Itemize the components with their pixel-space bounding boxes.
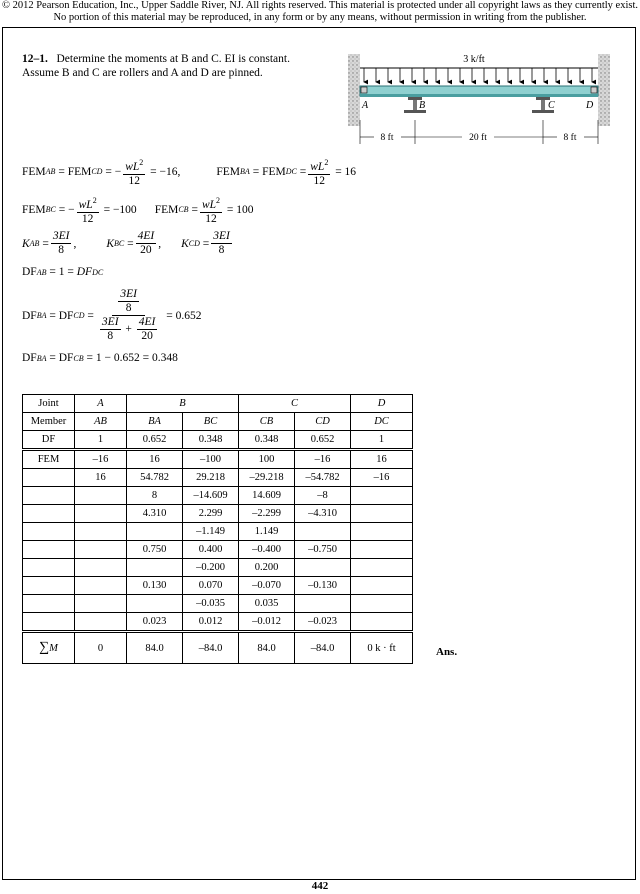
eq-stiffness: K AB = $\frac{3EI}{8}$ , K BC = $\frac{4EI}{20}$ , K CD = $\frac{3EI}{8}$ <box>22 230 230 256</box>
distributed-load-arrows <box>364 68 592 82</box>
eq-df-bc: DF BA = DF CB = 1 − 0.652 = 0.348 <box>22 352 178 364</box>
frac-wl2-12: $\frac{wL^2}{12}$ <box>125 158 144 187</box>
problem-text-1: Determine the moments at B and C. EI is constant. <box>56 53 290 65</box>
node-b-label: B <box>419 100 426 111</box>
dim-mid: 20 ft <box>469 133 487 143</box>
moment-distribution-table <box>22 394 413 664</box>
copyright-line-2: No portion of this material may be reproduced, in any form or by any means, without permission in writing from the publisher. <box>53 12 587 23</box>
pin-d <box>591 87 597 93</box>
table-row: FEM –16 16 –100 100 –16 16 <box>23 450 413 469</box>
copyright-notice <box>0 0 640 24</box>
problem-number: 12–1. <box>22 53 48 65</box>
sum-label: ∑M <box>23 632 75 664</box>
node-d-label: D <box>586 100 594 111</box>
left-wall <box>348 54 360 126</box>
table-row: –1.149 1.149 <box>23 523 413 541</box>
joint-row: Joint A B C D <box>23 395 413 413</box>
table-row: –0.200 0.200 <box>23 559 413 577</box>
answer-label: Ans. <box>436 646 458 658</box>
problem-text-2: Assume B and C are rollers and A and D are pinned. <box>22 67 263 79</box>
eq-df-ab: DF AB = 1 = DF DC <box>22 266 104 278</box>
load-label: 3 k/ft <box>463 54 485 65</box>
right-wall <box>598 54 610 126</box>
eq-fem-bc-cb: FEM BC = − $\frac{wL^2}{12}$ = −100 FEM CB = $\frac{wL^2}{12}$ = 100 <box>22 196 254 225</box>
copyright-line-1: © 2012 Pearson Education, Inc., Upper Saddle River, NJ. All rights reserved. This material is protected under all copyright laws as they currently exist. <box>1 0 639 11</box>
table-row: 0.130 0.070 –0.070 –0.130 <box>23 577 413 595</box>
eq-df-ba: DF BA = DF CD = $\frac{3EI}{8}$ $\frac{3EI}{8}$ + $\frac{4EI}{20}$ = 0.652 <box>22 288 202 342</box>
table-row: 8 –14.609 14.609 –8 <box>23 487 413 505</box>
dim-right: 8 ft <box>563 133 577 143</box>
member-row: Member AB BA BC CB CD DC <box>23 413 413 431</box>
frac-wl2-12: $\frac{wL^2}{12}$ <box>310 158 329 187</box>
node-a-label: A <box>362 100 369 111</box>
table-row: 4.310 2.299 –2.299 –4.310 <box>23 505 413 523</box>
df-row: DF 1 0.652 0.348 0.348 0.652 1 <box>23 431 413 450</box>
table-row: 0.750 0.400 –0.400 –0.750 <box>23 541 413 559</box>
table-row: 16 54.782 29.218 –29.218 –54.782 –16 <box>23 469 413 487</box>
pin-a <box>361 87 367 93</box>
node-c-label: C <box>548 100 555 111</box>
problem-statement <box>22 52 322 80</box>
page-number: 442 <box>311 880 329 892</box>
table-row: 0.023 0.012 –0.012 –0.023 <box>23 613 413 632</box>
sum-row: ∑M 0 84.0 –84.0 84.0 –84.0 0 k · ft <box>23 632 413 664</box>
beam-figure <box>344 48 614 148</box>
eq-fem-ab-cd: FEM AB = FEM CD = − $\frac{wL^2}{12}$ = −16, FEM BA = FEM DC = $\frac{wL^2}{12}$ = 16 <box>22 158 357 187</box>
table-row: –0.035 0.035 <box>23 595 413 613</box>
dim-left: 8 ft <box>380 133 394 143</box>
